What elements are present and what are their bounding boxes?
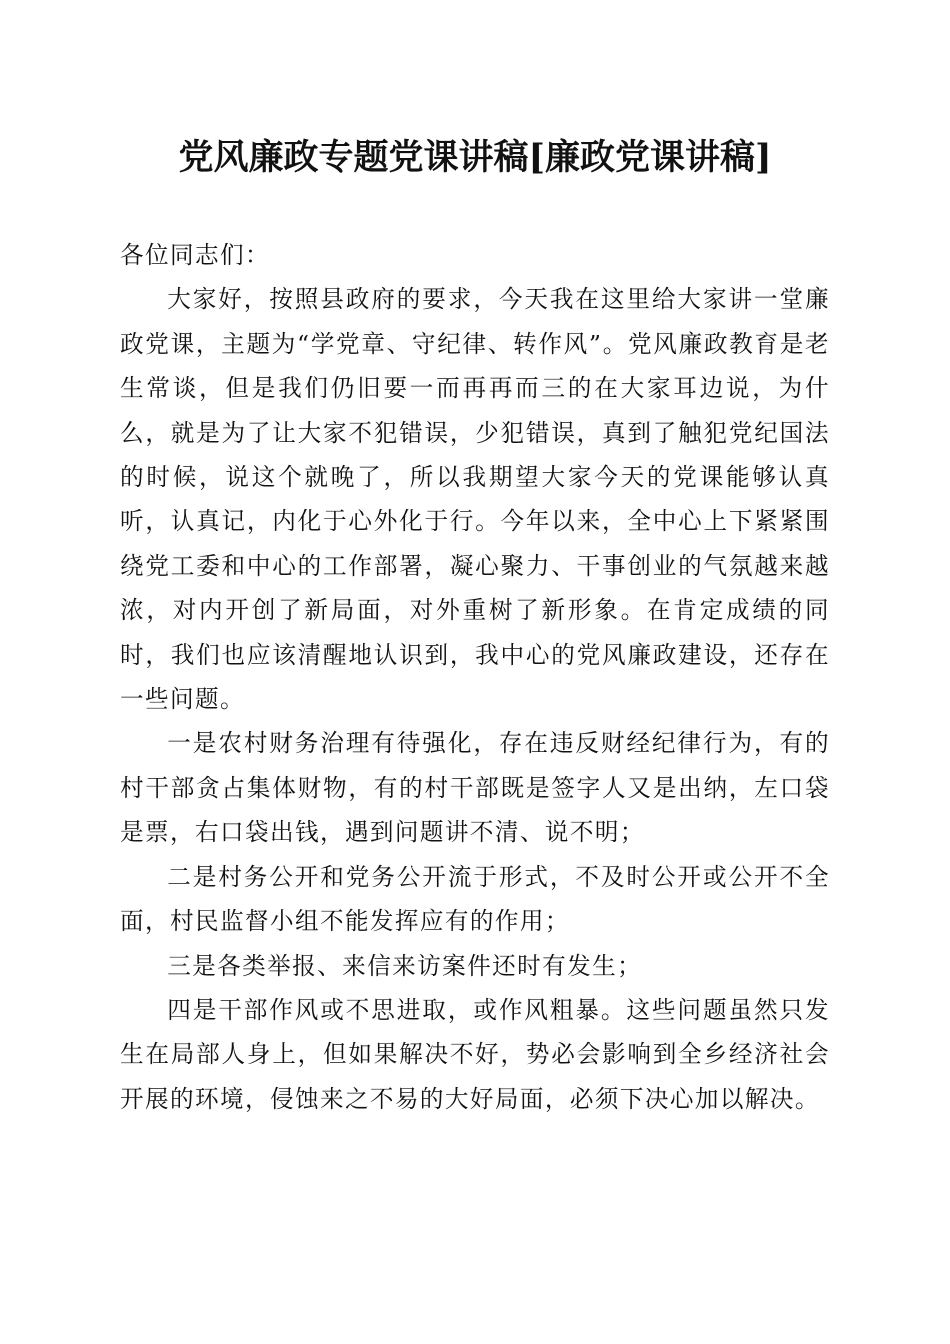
paragraph-intro: 大家好，按照县政府的要求，今天我在这里给大家讲一堂廉政党课，主题为“学党章、守纪律、转作风”。党风廉政教育是老生常谈，但是我们仍旧要一而再再而三的在大家耳边说，为什么，就是为了让大家不犯错误，少犯错误，真到了触犯党纪国法的时候，说这个就晚了，所以我期望大家今天的党课能够认真听，认真记，内化于心外化于行。今年以来，全中心上下紧紧围绕党工委和中心的工作部署，凝心聚力、干事创业的气氛越来越浓，对内开创了新局面，对外重树了新形象。在肯定成绩的同时，我们也应该清醒地认识到，我中心的党风廉政建设，还存在一些问题。 <box>120 285 830 714</box>
salutation: 各位同志们： <box>120 241 270 269</box>
paragraph-issue-2: 二是村务公开和党务公开流于形式，不及时公开或公开不全面，村民监督小组不能发挥应有的作用； <box>120 862 830 936</box>
paragraph-issue-1: 一是农村财务治理有待强化，存在违反财经纪律行为，有的村干部贪占集体财物，有的村干部既是签字人又是出纳，左口袋是票，右口袋出钱，遇到问题讲不清、说不明； <box>120 729 830 847</box>
paragraph-issue-3: 三是各类举报、来信来访案件还时有发生； <box>167 951 643 980</box>
paragraph-issue-4: 四是干部作风或不思进取，或作风粗暴。这些问题虽然只发生在局部人身上，但如果解决不好，势必会影响到全乡经济社会开展的环境，侵蚀来之不易的大好局面，必须下决心加以解决。 <box>120 995 830 1113</box>
document-title: 党风廉政专题党课讲稿[廉政党课讲稿] <box>178 137 772 178</box>
document-body <box>120 233 830 1121</box>
